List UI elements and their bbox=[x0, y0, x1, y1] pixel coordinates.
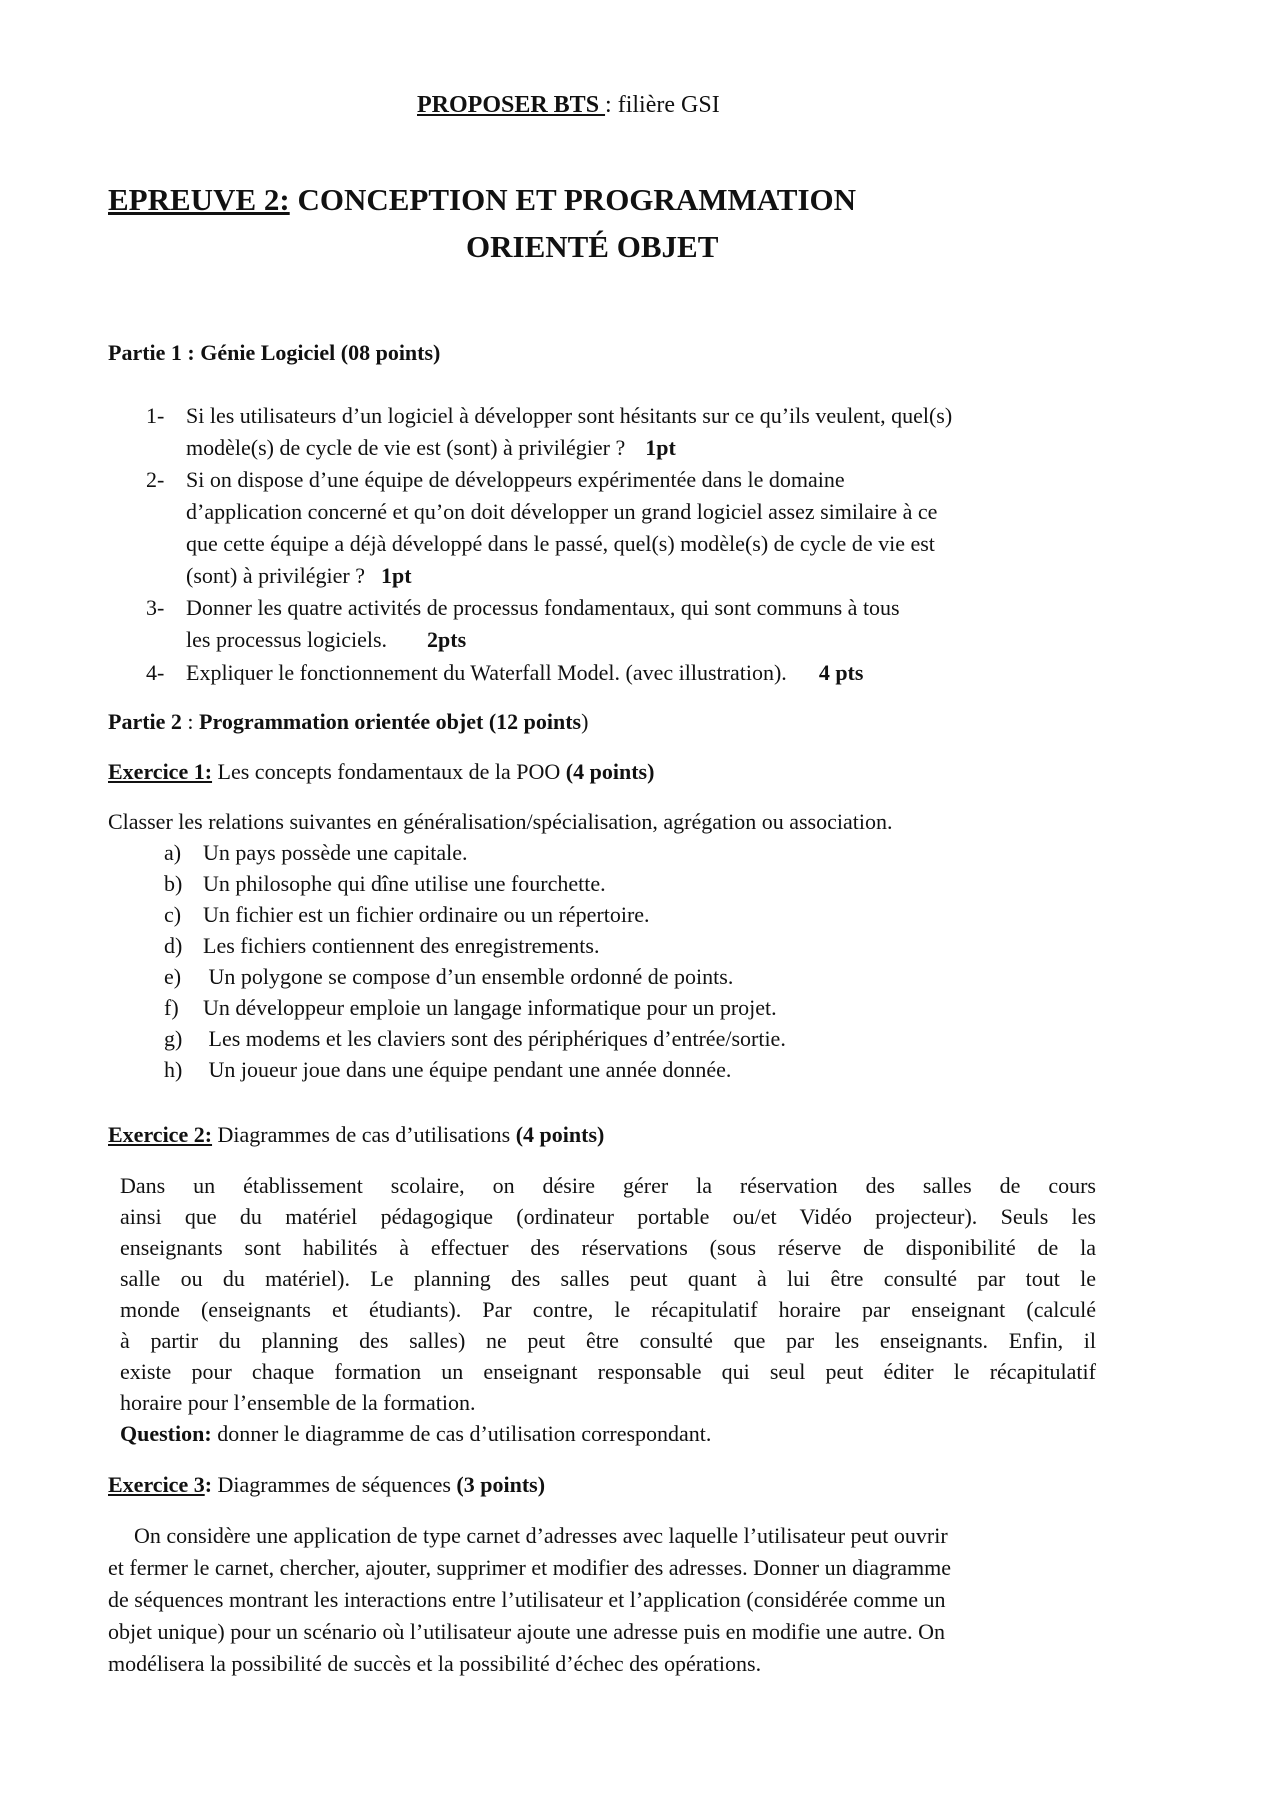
ex2-line-1: Dans un établissement scolaire, on désire gérer la réservation des salles de cours bbox=[120, 1173, 1096, 1198]
partie2-label: Partie 2 bbox=[108, 709, 182, 734]
ex2-points: (4 points) bbox=[515, 1122, 605, 1147]
ex1-item-b-text: Un philosophe qui dîne utilise une fourchette. bbox=[203, 871, 606, 896]
partie1-item-1-points: 1pt bbox=[645, 435, 676, 460]
ex2-line-6: à partir du planning des salles) ne peut être consulté que par les enseignants. Enfin, il bbox=[120, 1328, 1096, 1353]
ex3-line-4: objet unique) pour un scénario où l’utilisateur ajoute une adresse puis en modifie une autre. On bbox=[108, 1619, 945, 1644]
ex3-label: Exercice 3 bbox=[108, 1472, 205, 1497]
ex1-item-e-letter: e) bbox=[164, 964, 182, 989]
partie2-close: ) bbox=[581, 709, 589, 734]
ex2-line-4: salle ou du matériel). Le planning des salles peut quant à lui être consulté par tout le bbox=[120, 1266, 1096, 1291]
partie1-item-3-points: 2pts bbox=[427, 627, 467, 652]
ex1-item-h-letter: h) bbox=[164, 1057, 183, 1082]
partie1-item-2-text: (sont) à privilégier ? bbox=[186, 563, 365, 588]
ex1-item-a-text: Un pays possède une capitale. bbox=[203, 840, 468, 865]
ex1-item-d-letter: d) bbox=[164, 933, 183, 958]
ex3-line-3: de séquences montrant les interactions entre l’utilisateur et l’application (considérée comme un bbox=[108, 1587, 946, 1612]
ex1-heading bbox=[108, 759, 654, 785]
partie1-item-4-text: Expliquer le fonctionnement du Waterfall Model. (avec illustration). bbox=[186, 660, 787, 685]
ex1-item-c-text: Un fichier est un fichier ordinaire ou un répertoire. bbox=[203, 902, 650, 927]
ex2-title: Diagrammes de cas d’utilisations bbox=[212, 1122, 516, 1147]
ex3-line-5: modélisera la possibilité de succès et la possibilité d’échec des opérations. bbox=[108, 1651, 762, 1676]
ex1-item-f-letter: f) bbox=[164, 995, 179, 1020]
header-prefix: PROPOSER BTS bbox=[417, 92, 606, 118]
partie1-item-2-line-2: d’application concerné et qu’on doit développer un grand logiciel assez similaire à ce bbox=[186, 499, 938, 524]
ex1-item-d-text: Les fichiers contiennent des enregistrements. bbox=[203, 933, 600, 958]
ex3-heading bbox=[108, 1472, 545, 1498]
header-line bbox=[417, 92, 720, 119]
ex2-heading bbox=[108, 1122, 604, 1148]
ex2-line-2: ainsi que du matériel pédagogique (ordinateur portable ou/et Vidéo projecteur). Seuls les bbox=[120, 1204, 1096, 1229]
ex3-line-2: et fermer le carnet, chercher, ajouter, supprimer et modifier des adresses. Donner un diagramme bbox=[108, 1555, 952, 1580]
header-suffix: : filière GSI bbox=[605, 92, 720, 118]
ex1-item-g-text: Les modems et les claviers sont des périphériques d’entrée/sortie. bbox=[203, 1026, 786, 1051]
ex3-line-1: On considère une application de type carnet d’adresses avec laquelle l’utilisateur peut ouvrir bbox=[134, 1523, 948, 1548]
ex1-item-h-text: Un joueur joue dans une équipe pendant une année donnée. bbox=[203, 1057, 732, 1082]
ex1-item-b-letter: b) bbox=[164, 871, 183, 896]
partie1-item-2-line-4 bbox=[186, 563, 412, 589]
ex2-label: Exercice 2: bbox=[108, 1122, 213, 1147]
partie1-item-1-line-1: Si les utilisateurs d’un logiciel à développer sont hésitants sur ce qu’ils veulent, quel(s) bbox=[186, 403, 953, 428]
partie1-item-3-num: 3- bbox=[146, 595, 165, 620]
ex1-intro: Classer les relations suivantes en généralisation/spécialisation, agrégation ou association. bbox=[108, 809, 893, 834]
title-line1: CONCEPTION ET PROGRAMMATION bbox=[289, 182, 857, 217]
partie1-item-3-text: les processus logiciels. bbox=[186, 627, 388, 652]
partie1-item-3-line-1: Donner les quatre activités de processus fondamentaux, qui sont communs à tous bbox=[186, 595, 900, 620]
partie1-item-4-points: 4 pts bbox=[818, 660, 864, 685]
title-line-2: ORIENTÉ OBJET bbox=[466, 229, 719, 264]
partie1-item-1-num: 1- bbox=[146, 403, 165, 428]
partie1-item-4-line-1 bbox=[186, 660, 863, 686]
ex1-item-g-letter: g) bbox=[164, 1026, 183, 1051]
partie1-item-2-line-1: Si on dispose d’une équipe de développeurs expérimentée dans le domaine bbox=[186, 467, 845, 492]
ex3-points: (3 points) bbox=[456, 1472, 546, 1497]
ex3-colon: : bbox=[204, 1472, 213, 1497]
partie1-heading: Partie 1 : Génie Logiciel (08 points) bbox=[108, 340, 441, 365]
partie1-item-2-num: 2- bbox=[146, 467, 165, 492]
ex2-line-3: enseignants sont habilités à effectuer des réservations (sous réserve de disponibilité de la bbox=[120, 1235, 1096, 1260]
ex2-question bbox=[120, 1421, 711, 1447]
ex2-question-label: Question: bbox=[120, 1421, 212, 1446]
ex1-item-e-text: Un polygone se compose d’un ensemble ordonné de points. bbox=[203, 964, 734, 989]
title-label: EPREUVE 2: bbox=[108, 182, 290, 217]
partie1-item-1-text: modèle(s) de cycle de vie est (sont) à privilégier ? bbox=[186, 435, 626, 460]
partie1-item-4-num: 4- bbox=[146, 660, 165, 685]
ex2-line-5: monde (enseignants et étudiants). Par contre, le récapitulatif horaire par enseignant (calculé bbox=[120, 1297, 1096, 1322]
ex1-item-c-letter: c) bbox=[164, 902, 182, 927]
ex1-points: (4 points) bbox=[565, 759, 655, 784]
partie2-sep: : bbox=[181, 709, 200, 734]
partie1-item-2-line-3: que cette équipe a déjà développé dans le passé, quel(s) modèle(s) de cycle de vie est bbox=[186, 531, 935, 556]
partie1-item-1-line-2 bbox=[186, 435, 676, 461]
partie1-item-2-points: 1pt bbox=[381, 563, 412, 588]
ex2-question-text: donner le diagramme de cas d’utilisation correspondant. bbox=[211, 1421, 712, 1446]
ex1-item-a-letter: a) bbox=[164, 840, 182, 865]
ex1-title: Les concepts fondamentaux de la POO bbox=[212, 759, 566, 784]
ex1-label: Exercice 1: bbox=[108, 759, 213, 784]
ex3-title: Diagrammes de séquences bbox=[212, 1472, 457, 1497]
ex2-line-8: horaire pour l’ensemble de la formation. bbox=[120, 1390, 476, 1415]
ex2-line-7: existe pour chaque formation un enseignant responsable qui seul peut éditer le récapitulatif bbox=[120, 1359, 1096, 1384]
ex1-item-f-text: Un développeur emploie un langage informatique pour un projet. bbox=[203, 995, 777, 1020]
partie2-heading bbox=[108, 709, 588, 735]
title-line-1 bbox=[108, 182, 856, 218]
partie2-title: Programmation orientée objet (12 points bbox=[199, 709, 582, 734]
partie1-item-3-line-2 bbox=[186, 627, 466, 653]
